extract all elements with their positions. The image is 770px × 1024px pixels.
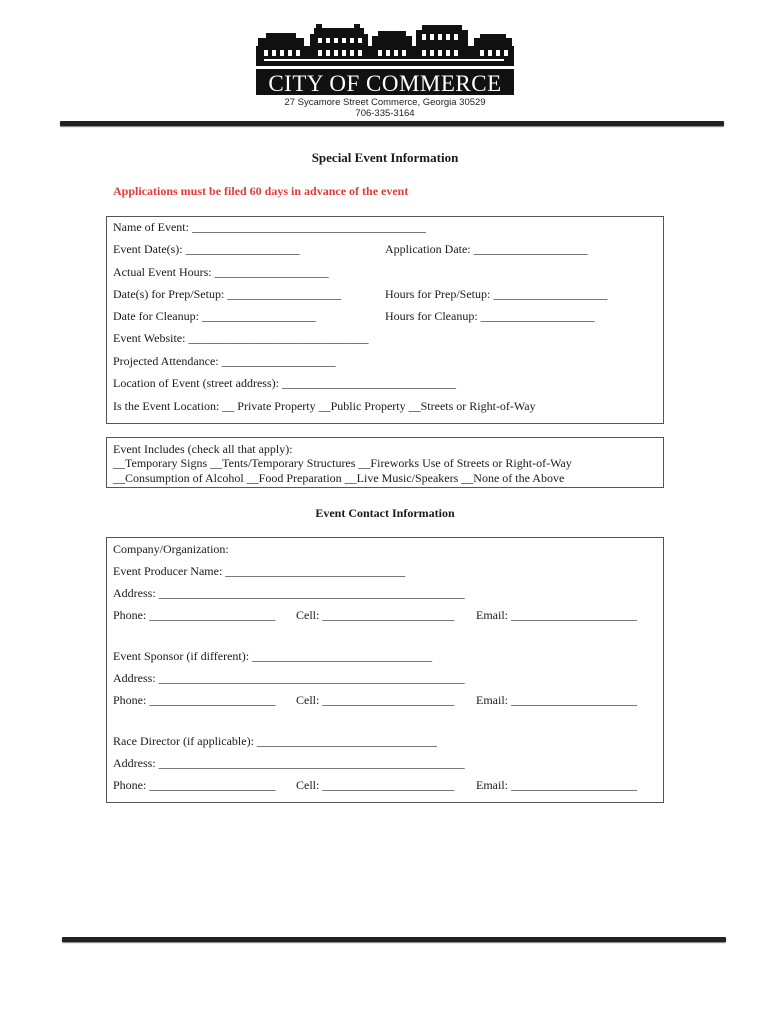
event-dates-field[interactable]: Event Date(s): ___________________ xyxy=(113,242,300,256)
contact-section-title: Event Contact Information xyxy=(315,506,455,520)
cleanup-hours-field[interactable]: Hours for Cleanup: ___________________ xyxy=(385,309,595,323)
producer-cell-field[interactable]: Cell: ______________________ xyxy=(296,608,455,622)
producer-address-field[interactable]: Address: ___________________________________________________ xyxy=(113,586,465,600)
prep-hours-field[interactable]: Hours for Prep/Setup: ___________________ xyxy=(385,287,608,301)
race-director-field[interactable]: Race Director (if applicable): ______________________________ xyxy=(113,734,437,748)
attendance-field[interactable]: Projected Attendance: ___________________ xyxy=(113,354,336,368)
logo-wordmark: CITY OF COMMERCE xyxy=(256,72,514,95)
page-title: Special Event Information xyxy=(311,150,459,165)
includes-options-row2[interactable]: __Consumption of Alcohol __Food Preparation __Live Music/Speakers __None of the Above xyxy=(113,471,565,485)
producer-phone-field[interactable]: Phone: _____________________ xyxy=(113,608,276,622)
cleanup-date-field[interactable]: Date for Cleanup: ___________________ xyxy=(113,309,316,323)
sponsor-phone-field[interactable]: Phone: _____________________ xyxy=(113,693,276,707)
event-name-field[interactable]: Name of Event: _______________________________________ xyxy=(113,220,426,234)
sponsor-cell-field[interactable]: Cell: ______________________ xyxy=(296,693,455,707)
website-field[interactable]: Event Website: ______________________________ xyxy=(113,331,369,345)
includes-heading: Event Includes (check all that apply): xyxy=(113,442,293,456)
footer-divider xyxy=(62,937,726,942)
includes-options-row1[interactable]: __Temporary Signs __Tents/Temporary Structures __Fireworks Use of Streets or Right-of-Way xyxy=(113,456,572,470)
application-date-field[interactable]: Application Date: ___________________ xyxy=(385,242,588,256)
producer-email-field[interactable]: Email: _____________________ xyxy=(476,608,637,622)
race-director-cell-field[interactable]: Cell: ______________________ xyxy=(296,778,455,792)
location-type-options[interactable]: Is the Event Location: __ Private Property __Public Property __Streets or Right-of-Way xyxy=(113,399,536,413)
header-divider xyxy=(60,121,724,126)
company-field[interactable]: Company/Organization: xyxy=(113,542,229,556)
phone-line: 706-335-3164 xyxy=(355,108,415,119)
sponsor-address-field[interactable]: Address: ___________________________________________________ xyxy=(113,671,465,685)
sponsor-field[interactable]: Event Sponsor (if different): ______________________________ xyxy=(113,649,433,663)
deadline-notice: Applications must be filed 60 days in advance of the event xyxy=(113,184,409,198)
prep-dates-field[interactable]: Date(s) for Prep/Setup: ___________________ xyxy=(113,287,342,301)
race-director-address-field[interactable]: Address: ___________________________________________________ xyxy=(113,756,465,770)
event-hours-field[interactable]: Actual Event Hours: ___________________ xyxy=(113,265,329,279)
race-director-email-field[interactable]: Email: _____________________ xyxy=(476,778,637,792)
location-field[interactable]: Location of Event (street address): _____________________________ xyxy=(113,376,456,390)
producer-name-field[interactable]: Event Producer Name: ______________________________ xyxy=(113,564,406,578)
race-director-phone-field[interactable]: Phone: _____________________ xyxy=(113,778,276,792)
address-line: 27 Sycamore Street Commerce, Georgia 30529 xyxy=(284,97,486,108)
sponsor-email-field[interactable]: Email: _____________________ xyxy=(476,693,637,707)
